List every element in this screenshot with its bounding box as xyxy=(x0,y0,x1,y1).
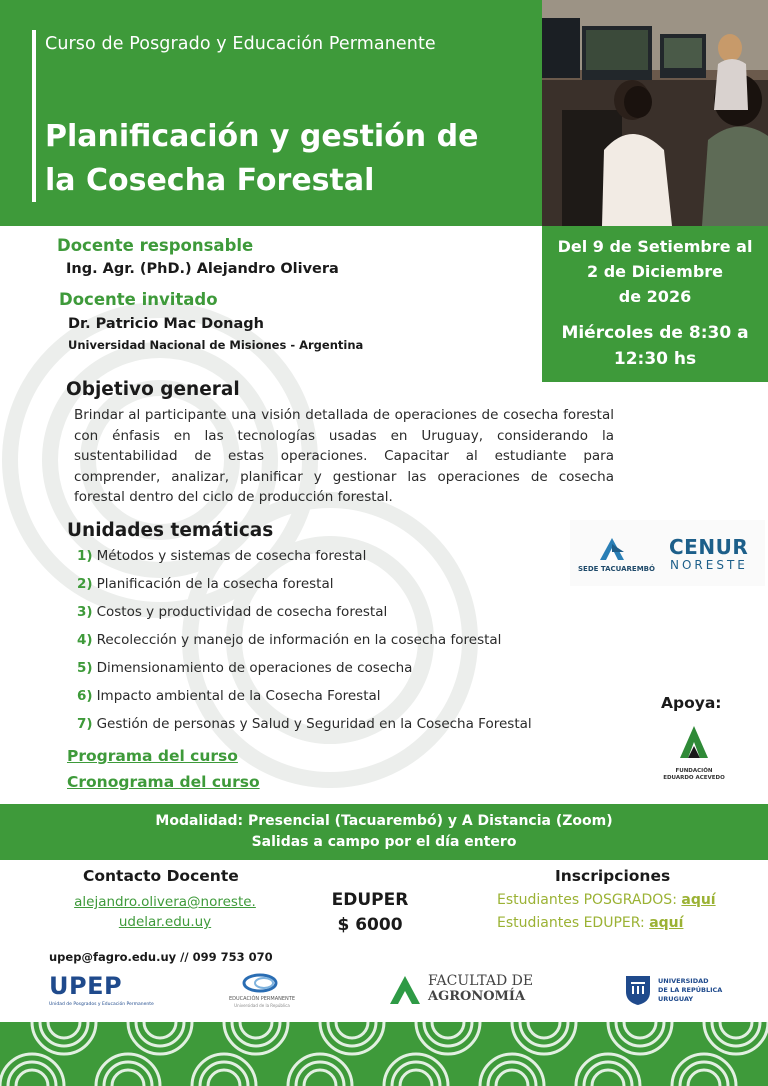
schedule-link[interactable]: Cronograma del curso xyxy=(67,773,260,791)
date-line1: Del 9 de Setiembre al xyxy=(557,237,753,256)
guest-teacher-affiliation: Universidad Nacional de Misiones - Argentina xyxy=(68,338,364,352)
objective-text: Brindar al participante una visión detallada de operaciones de cosecha forestal con énfasis en las tecnologías usadas en Uruguay, considerando la sustentabilidad de estas operaciones. Capacitar al estudiante para comprender, analizar, planificar y gestionar las operaciones de cosecha forestal dentro del ciclo de producción forestal. xyxy=(74,407,614,505)
date-line3: de 2026 xyxy=(618,287,692,306)
responsible-teacher-name: Ing. Agr. (PhD.) Alejandro Olivera xyxy=(66,261,339,277)
facultad-agronomia-logo xyxy=(388,972,548,1008)
modality-banner xyxy=(0,804,768,860)
udelar-label-2: DE LA REPÚBLICA xyxy=(658,986,723,994)
sede-tacuarembo-icon xyxy=(596,534,626,564)
sede-tacuarembo-label: SEDE TACUAREMBÓ xyxy=(578,565,655,573)
registration-posgrado-link[interactable]: aquí xyxy=(681,892,716,908)
upep-logo-text: UPEP xyxy=(49,972,123,1000)
fundacion-label-1: FUNDACIÓN xyxy=(675,768,713,774)
unit-item: 3) Costos y productividad de cosecha forestal xyxy=(77,604,388,620)
cenur-logo-subtext: NORESTE xyxy=(670,558,748,572)
unit-item: 6) Impacto ambiental de la Cosecha Forestal xyxy=(77,688,381,704)
footer-pattern-band xyxy=(0,1022,768,1086)
sede-cenur-logos xyxy=(570,520,765,586)
simulator-classroom-photo xyxy=(542,0,768,226)
unit-item: 4) Recolección y manejo de información en la cosecha forestal xyxy=(77,632,502,648)
date-line2: 2 de Diciembre xyxy=(586,262,724,281)
course-title-line1: Planificación y gestión de xyxy=(45,119,479,154)
responsible-teacher-label: Docente responsable xyxy=(57,236,254,255)
agronomia-label: AGRONOMÍA xyxy=(428,989,526,1004)
date-schedule-box xyxy=(542,226,768,382)
program-link[interactable]: Programa del curso xyxy=(67,747,238,765)
field-trips-line: Salidas a campo por el día entero xyxy=(251,834,517,850)
contact-heading: Contacto Docente xyxy=(83,867,239,885)
schedule-line2: 12:30 hs xyxy=(613,349,697,369)
udelar-label-3: URUGUAY xyxy=(658,995,694,1003)
units-heading: Unidades temáticas xyxy=(67,520,274,541)
objective-heading: Objetivo general xyxy=(66,379,240,400)
header-accent-bar xyxy=(32,30,36,202)
unit-item: 1) Métodos y sistemas de cosecha forestal xyxy=(77,548,367,564)
fundacion-bird-icon xyxy=(678,724,710,760)
educacion-permanente-label: EDUCACIÓN PERMANENTE xyxy=(229,996,295,1002)
course-title xyxy=(45,115,525,203)
cenur-logo-text: CENUR xyxy=(669,535,749,559)
educacion-permanente-icon xyxy=(240,972,280,994)
fundacion-label-2: EDUARDO ACEVEDO xyxy=(663,775,725,781)
course-title-line2: la Cosecha Forestal xyxy=(45,163,375,198)
registration-eduper: Estudiantes EDUPER: aquí xyxy=(497,915,684,931)
course-type-subtitle: Curso de Posgrado y Educación Permanente xyxy=(45,34,436,54)
educacion-permanente-logo xyxy=(222,972,302,1012)
unit-item: 2) Planificación de la cosecha forestal xyxy=(77,576,334,592)
contact-email-link[interactable]: alejandro.olivera@noreste. udelar.edu.uy xyxy=(74,894,256,930)
registration-posgrado: Estudiantes POSGRADOS: aquí xyxy=(497,892,716,908)
guest-teacher-label: Docente invitado xyxy=(59,290,218,309)
header-banner xyxy=(0,0,542,226)
udelar-shield-icon xyxy=(624,974,652,1006)
guest-teacher-name: Dr. Patricio Mac Donagh xyxy=(68,316,264,332)
unit-item: 5) Dimensionamiento de operaciones de cosecha xyxy=(77,660,413,676)
upep-logo xyxy=(49,972,154,1012)
unit-item: 7) Gestión de personas y Salud y Seguridad en la Cosecha Forestal xyxy=(77,716,532,732)
facultad-label: FACULTAD DE xyxy=(428,973,534,989)
upep-logo-subtext: Unidad de Posgrados y Educación Permanente xyxy=(49,1002,154,1007)
price-amount: $ 6000 xyxy=(337,915,403,935)
udelar-logo xyxy=(624,974,734,1008)
educacion-permanente-sublabel: Universidad de la República xyxy=(234,1003,290,1008)
price-label: EDUPER xyxy=(331,890,409,910)
support-label: Apoya: xyxy=(661,694,722,712)
modality-line: Modalidad: Presencial (Tacuarembó) y A Distancia (Zoom) xyxy=(155,813,613,829)
general-contact: upep@fagro.edu.uy // 099 753 070 xyxy=(49,950,273,964)
footer-arc-pattern xyxy=(0,1022,768,1086)
fundacion-logo xyxy=(660,724,728,792)
udelar-label-1: UNIVERSIDAD xyxy=(658,977,709,985)
schedule-line1: Miércoles de 8:30 a xyxy=(561,323,749,343)
registration-eduper-link[interactable]: aquí xyxy=(649,915,684,931)
registration-heading: Inscripciones xyxy=(555,867,671,885)
agronomia-triangle-icon xyxy=(388,974,422,1006)
